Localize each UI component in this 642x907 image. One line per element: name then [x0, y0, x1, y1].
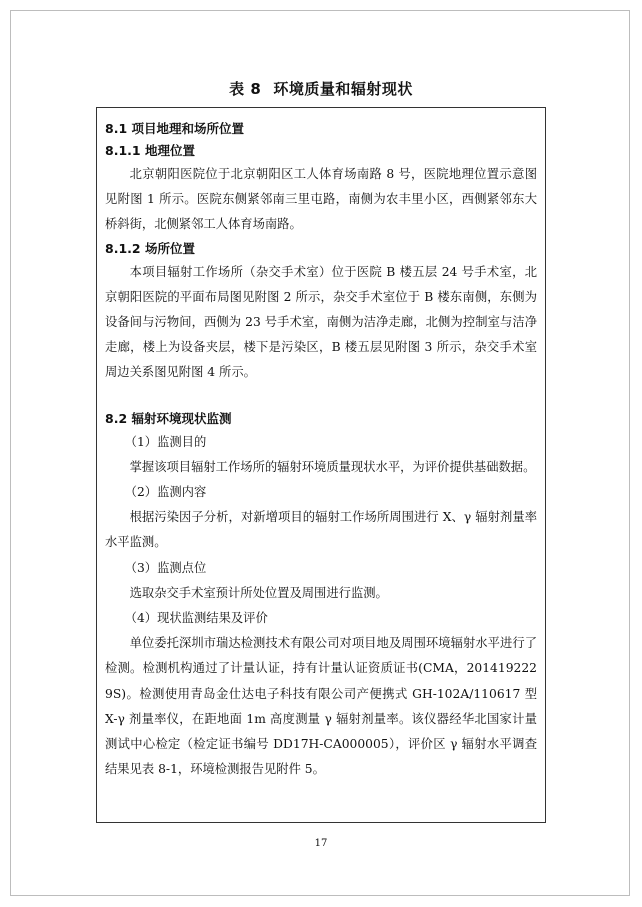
- section-8-1-1-heading: 8.1.1 地理位置: [105, 143, 195, 158]
- content-frame: [96, 107, 546, 823]
- section-8-1-2-heading: 8.1.2 场所位置: [105, 240, 195, 256]
- site-paragraph: 本项目辐射工作场所（杂交手术室）位于医院 B 楼五层 24 号手术室，北京朝阳医院的平面布局图见附图 2 所示，杂交手术室位于 B 楼东南侧，东侧为设备间与污物间，西侧为 23 号手术室，南侧为洁净走廊，北侧为控制室与洁净走廊，楼上为设备夹层，楼下是污染区，B 楼五层见附图 3 所示，杂交手术室周边关系图见附图 4 所示。: [105, 264, 537, 380]
- item-2-label: （2）监测内容: [124, 485, 207, 500]
- page-number: 17: [314, 838, 328, 849]
- section-8-1-heading: 8.1 项目地理和场所位置: [105, 121, 244, 136]
- table-number: 表 8: [229, 80, 262, 98]
- table-title-text: 环境质量和辐射现状: [273, 80, 413, 98]
- spacer: [105, 386, 537, 408]
- item-2-text: 根据污染因子分析，对新增项目的辐射工作场所周围进行 X、γ 辐射剂量率水平监测。: [105, 510, 537, 550]
- table-title: [0, 78, 642, 99]
- item-3-label: （3）监测点位: [124, 560, 207, 575]
- item-1-text: 掌握该项目辐射工作场所的辐射环境质量现状水平，为评价提供基础数据。: [129, 459, 536, 474]
- item-4-text: 单位委托深圳市瑞达检测技术有限公司对项目地及周围环境辐射水平进行了检测。检测机构通过了计量认证，持有计量认证资质证书(CMA，2014192229S)。检测使用青岛金仕达电子科技有限公司产便携式 GH-102A/110617 型 X-γ 剂量率仪，在距地面 1m 高度测量 γ 辐射剂量率。该仪器经华北国家计量测试中心检定（检定证书编号 DD17H-CA000005），评价区 γ 辐射水平调查结果见表 8-1，环境检测报告见附件 5。: [105, 636, 537, 777]
- location-paragraph: 北京朝阳医院位于北京朝阳区工人体育场南路 8 号，医院地理位置示意图见附图 1 所示。医院东侧紧邻南三里屯路，南侧为农丰里小区，西侧紧邻东大桥斜街，北侧紧邻工人体育场南路。: [105, 167, 537, 232]
- section-8-2-heading: 8.2 辐射环境现状监测: [105, 410, 232, 426]
- item-4-label: （4）现状监测结果及评价: [124, 611, 268, 626]
- item-3-text: 选取杂交手术室预计所处位置及周围进行监测。: [129, 585, 388, 600]
- item-1-label: （1）监测目的: [124, 434, 207, 449]
